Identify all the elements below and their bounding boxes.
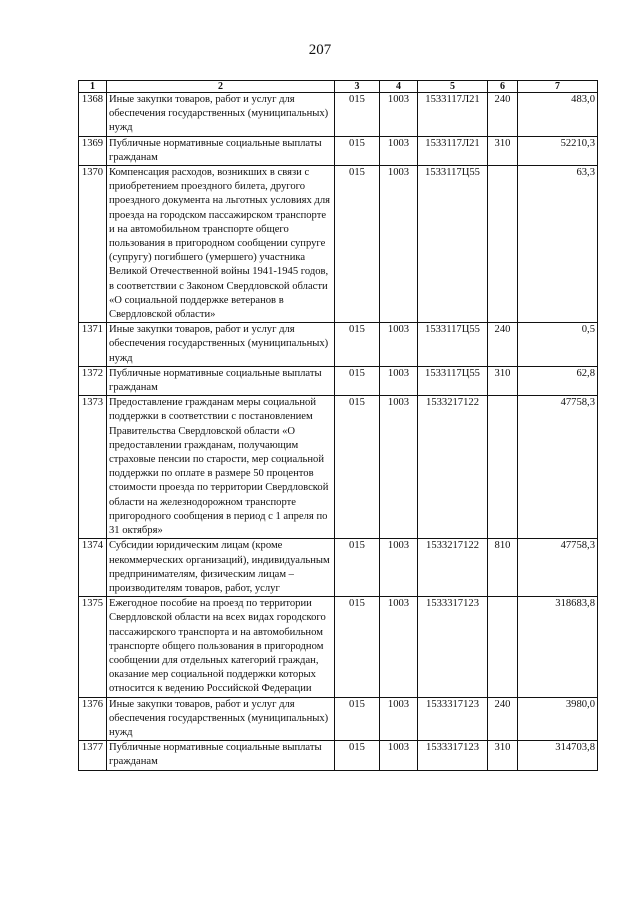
- table-row: [79, 741, 598, 770]
- ministry-code: 015: [335, 396, 380, 539]
- row-description: Субсидии юридическим лицам (кроме некоммерческих организаций), индивидуальным предпринимателям, физическим лицам – производителям товаров, работ, услуг: [107, 539, 335, 597]
- expense-type-code: 810: [488, 539, 518, 597]
- expense-type-code: 310: [488, 136, 518, 165]
- row-number: 1376: [79, 697, 107, 741]
- ministry-code: 015: [335, 366, 380, 395]
- column-header: 1: [79, 81, 107, 93]
- target-article-code: 1533317123: [418, 597, 488, 697]
- target-article-code: 1533117Ц55: [418, 166, 488, 323]
- expense-type-code: 240: [488, 323, 518, 367]
- column-header: 5: [418, 81, 488, 93]
- table-row: [79, 323, 598, 367]
- table-row: [79, 539, 598, 597]
- section-code: 1003: [380, 136, 418, 165]
- ministry-code: 015: [335, 166, 380, 323]
- target-article-code: 1533117Л21: [418, 93, 488, 137]
- row-number: 1368: [79, 93, 107, 137]
- target-article-code: 1533117Ц55: [418, 366, 488, 395]
- column-header: 3: [335, 81, 380, 93]
- section-code: 1003: [380, 396, 418, 539]
- expense-type-code: [488, 396, 518, 539]
- amount: 62,8: [518, 366, 598, 395]
- row-description: Иные закупки товаров, работ и услуг для обеспечения государственных (муниципальных) нужд: [107, 697, 335, 741]
- row-description: Предоставление гражданам меры социальной поддержки в соответствии с постановлением Правительства Свердловской области «О предоставлении гражданам, получающим страховые пенсии по старости, мер социальной поддержки по оплате в размере 50 процентов стоимости проезда по территории Свердловской области на железнодорожном транспорте пригородного сообщения в период с 1 апреля по 31 октября»: [107, 396, 335, 539]
- row-description: Публичные нормативные социальные выплаты гражданам: [107, 741, 335, 770]
- amount: 318683,8: [518, 597, 598, 697]
- section-code: 1003: [380, 323, 418, 367]
- row-description: Иные закупки товаров, работ и услуг для обеспечения государственных (муниципальных) нужд: [107, 93, 335, 137]
- table-row: [79, 366, 598, 395]
- ministry-code: 015: [335, 323, 380, 367]
- target-article-code: 1533217122: [418, 539, 488, 597]
- section-code: 1003: [380, 741, 418, 770]
- ministry-code: 015: [335, 741, 380, 770]
- page-number: 207: [308, 42, 332, 58]
- amount: 0,5: [518, 323, 598, 367]
- amount: 47758,3: [518, 396, 598, 539]
- table-row: [79, 136, 598, 165]
- target-article-code: 1533317123: [418, 741, 488, 770]
- amount: 47758,3: [518, 539, 598, 597]
- expense-type-code: 240: [488, 93, 518, 137]
- target-article-code: 1533117Ц55: [418, 323, 488, 367]
- amount: 483,0: [518, 93, 598, 137]
- section-code: 1003: [380, 697, 418, 741]
- row-number: 1369: [79, 136, 107, 165]
- budget-table: [78, 80, 598, 771]
- section-code: 1003: [380, 166, 418, 323]
- ministry-code: 015: [335, 93, 380, 137]
- row-number: 1375: [79, 597, 107, 697]
- expense-type-code: [488, 166, 518, 323]
- target-article-code: 1533217122: [418, 396, 488, 539]
- table-row: [79, 597, 598, 697]
- row-number: 1372: [79, 366, 107, 395]
- row-description: Ежегодное пособие на проезд по территории Свердловской области на всех видах городского пассажирского транспорта и на автомобильном транспорте общего пользования в пригородном сообщении для отдельных категорий граждан, оказание мер социальной поддержки которых относится к ведению Российской Федерации: [107, 597, 335, 697]
- ministry-code: 015: [335, 697, 380, 741]
- expense-type-code: [488, 597, 518, 697]
- section-code: 1003: [380, 539, 418, 597]
- amount: 3980,0: [518, 697, 598, 741]
- ministry-code: 015: [335, 136, 380, 165]
- row-number: 1373: [79, 396, 107, 539]
- row-number: 1377: [79, 741, 107, 770]
- table-header-row: [79, 81, 598, 93]
- section-code: 1003: [380, 597, 418, 697]
- row-description: Компенсация расходов, возникших в связи с приобретением проездного билета, другого проездного документа на льготных условиях для проезда на городском пассажирском транспорте и на автомобильном транспорте общего пользования в пригородном сообщении супруге (супругу) погибшего (умершего) участника Великой Отечественной войны 1941-1945 годов, в соответствии с Законом Свердловской области «О социальной поддержке ветеранов в Свердловской области»: [107, 166, 335, 323]
- expense-type-code: 310: [488, 366, 518, 395]
- column-header: 6: [488, 81, 518, 93]
- row-number: 1374: [79, 539, 107, 597]
- row-number: 1371: [79, 323, 107, 367]
- table-row: [79, 697, 598, 741]
- amount: 63,3: [518, 166, 598, 323]
- row-description: Публичные нормативные социальные выплаты гражданам: [107, 366, 335, 395]
- target-article-code: 1533317123: [418, 697, 488, 741]
- table-row: [79, 93, 598, 137]
- expense-type-code: 240: [488, 697, 518, 741]
- target-article-code: 1533117Л21: [418, 136, 488, 165]
- row-description: Иные закупки товаров, работ и услуг для обеспечения государственных (муниципальных) нужд: [107, 323, 335, 367]
- row-description: Публичные нормативные социальные выплаты гражданам: [107, 136, 335, 165]
- table-row: [79, 396, 598, 539]
- section-code: 1003: [380, 366, 418, 395]
- amount: 314703,8: [518, 741, 598, 770]
- table-row: [79, 166, 598, 323]
- ministry-code: 015: [335, 597, 380, 697]
- expense-type-code: 310: [488, 741, 518, 770]
- column-header: 7: [518, 81, 598, 93]
- ministry-code: 015: [335, 539, 380, 597]
- column-header: 4: [380, 81, 418, 93]
- amount: 52210,3: [518, 136, 598, 165]
- row-number: 1370: [79, 166, 107, 323]
- section-code: 1003: [380, 93, 418, 137]
- column-header: 2: [107, 81, 335, 93]
